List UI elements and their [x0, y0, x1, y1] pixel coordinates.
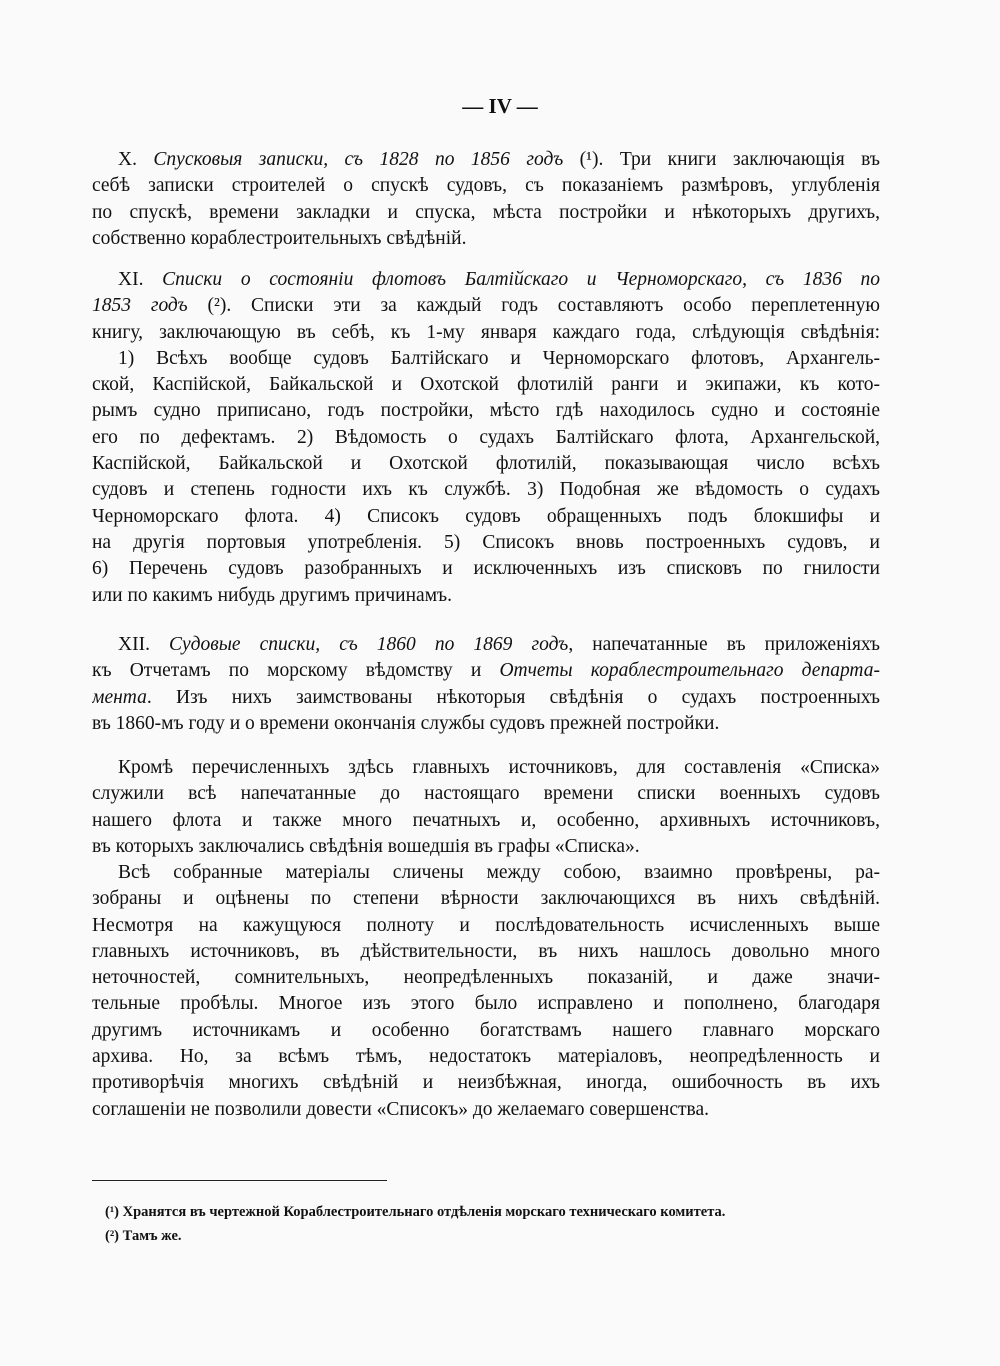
text-segment: Черноморскаго флота. 4) Списокъ судовъ обращенныхъ подъ блокшифы и	[92, 505, 880, 527]
text-segment: 6) Перечень судовъ разобранныхъ и исключенныхъ изъ списковъ по гнилости	[92, 558, 880, 580]
text-line	[92, 398, 880, 424]
text-line	[92, 991, 880, 1017]
italic-title-text: Отчеты кораблестроительнаго департа-	[499, 660, 880, 682]
text-segment: нашего флота и также много печатныхъ и, особенно, архивныхъ источниковъ,	[92, 809, 880, 831]
text-segment: рымъ судно приписано, годъ постройки, мѣсто гдѣ находилось судно и состояніе	[92, 400, 880, 422]
text-line	[92, 504, 880, 530]
text-segment: (²). Списки эти за каждый годъ составляютъ особо переплетенную	[187, 295, 880, 317]
text-segment: себѣ записки строителей о спускѣ судовъ, съ показаніемъ размѣровъ, углубленія	[92, 175, 880, 197]
text-line	[92, 860, 880, 886]
text-segment: архива. Но, за всѣмъ тѣмъ, недостатокъ матеріаловъ, неопредѣленность и	[92, 1046, 880, 1068]
page-number: — IV —	[462, 94, 538, 118]
section-x-paragraph	[92, 147, 880, 252]
italic-title-text: мента	[92, 686, 147, 708]
text-segment: собственно кораблестроительныхъ свѣдѣній.	[92, 227, 467, 249]
footnote-2: (²) Тамъ же.	[105, 1228, 182, 1244]
text-line	[92, 583, 880, 609]
text-segment: Всѣ собранные матеріалы сличены между собою, взаимно провѣрены, ра-	[118, 862, 880, 883]
text-segment: XI.	[118, 269, 163, 290]
text-line	[92, 834, 880, 860]
text-line	[92, 346, 880, 372]
text-segment: въ которыхъ заключались свѣдѣнія вошедшія въ графы «Списка».	[92, 835, 640, 857]
text-line	[92, 1097, 880, 1123]
text-line	[92, 1018, 880, 1044]
text-segment: судовъ и степень годности ихъ къ службѣ. 3) Подобная же вѣдомость о судахъ	[92, 479, 880, 501]
text-segment: . Изъ нихъ заимствованы нѣкоторыя свѣдѣнія о судахъ построенныхъ	[146, 686, 880, 708]
text-segment: Каспійской, Байкальской и Охотской флотилій, показывающая число всѣхъ	[92, 453, 880, 475]
text-segment: его по дефектамъ. 2) Вѣдомость о судахъ Балтійскаго флота, Архангельской,	[92, 426, 880, 448]
text-segment: въ 1860-мъ году и о времени окончанія службы судовъ прежней постройки.	[92, 712, 720, 734]
text-segment: служили всѣ напечатанные до настоящаго времени списки военныхъ судовъ	[92, 783, 880, 805]
text-line	[92, 556, 880, 582]
text-line	[92, 372, 880, 398]
sources-paragraph	[92, 755, 880, 860]
text-line	[92, 425, 880, 451]
text-line	[92, 293, 880, 319]
text-segment: X.	[118, 149, 154, 170]
text-line	[92, 477, 880, 503]
text-segment: къ Отчетамъ по морскому вѣдомству и	[92, 660, 500, 682]
text-line	[92, 755, 880, 781]
text-line	[92, 965, 880, 991]
text-line	[92, 173, 880, 199]
footnote-divider	[92, 1180, 387, 1181]
italic-title-text: Судовые списки, съ 1860 по 1869 годъ	[169, 634, 569, 655]
text-line	[92, 632, 880, 658]
text-segment: соглашеніи не позволили довести «Списокъ» до желаемаго совершенства.	[92, 1098, 709, 1120]
text-segment: Несмотря на кажущуюся полноту и послѣдовательность исчисленныхъ выше	[92, 914, 880, 936]
text-segment: главныхъ источниковъ, въ дѣйствительности, въ нихъ нашлось довольно много	[92, 940, 880, 962]
text-line	[92, 711, 880, 737]
text-line	[92, 913, 880, 939]
text-line	[92, 1044, 880, 1070]
text-segment: Кромѣ перечисленныхъ здѣсь главныхъ источниковъ, для составленія «Списка»	[118, 757, 880, 778]
text-line	[92, 685, 880, 711]
verification-paragraph	[92, 860, 880, 1123]
text-line	[92, 320, 880, 346]
text-segment: другимъ источникамъ и особенно богатствамъ нашего главнаго морскаго	[92, 1019, 880, 1041]
text-segment: по спускѣ, времени закладки и спуска, мѣста постройки и нѣкоторыхъ другихъ,	[92, 201, 880, 223]
text-segment: зобраны и оцѣнены по степени вѣрности заключающихся въ нихъ свѣдѣній.	[92, 888, 880, 910]
text-segment: , напечатанные въ приложеніяхъ	[568, 634, 880, 655]
text-segment: книгу, заключающую въ себѣ, къ 1-му января каждаго года, слѣдующія свѣдѣнія:	[92, 321, 880, 343]
text-line	[92, 1070, 880, 1096]
text-segment: XII.	[118, 634, 170, 655]
text-line	[92, 808, 880, 834]
text-line	[92, 530, 880, 556]
text-segment: тельные пробѣлы. Многое изъ этого было исправлено и пополнено, благодаря	[92, 993, 880, 1015]
text-segment: или по какимъ нибудь другимъ причинамъ.	[92, 584, 452, 606]
text-line	[92, 939, 880, 965]
text-line	[92, 781, 880, 807]
section-xii-paragraph	[92, 632, 880, 737]
text-line	[92, 658, 880, 684]
italic-title-text: Списки о состояніи флотовъ Балтійскаго и Черноморскаго, съ 1836 по	[162, 269, 880, 290]
text-segment: на другія портовыя употребленія. 5) Списокъ вновь построенныхъ судовъ, и	[92, 531, 880, 553]
italic-title-text: 1853 годъ	[92, 295, 188, 317]
text-segment: 1) Всѣхъ вообще судовъ Балтійскаго и Черноморскаго флотовъ, Архангель-	[118, 347, 880, 369]
text-line	[92, 267, 880, 293]
text-line	[92, 200, 880, 226]
text-segment: противорѣчія многихъ свѣдѣній и неизбѣжная, иногда, ошибочность въ ихъ	[92, 1072, 880, 1094]
footnotes	[105, 1200, 725, 1248]
text-segment: (¹). Три книги заключающія въ	[563, 149, 880, 170]
italic-title-text: Спусковыя записки, съ 1828 по 1856 годъ	[153, 149, 564, 170]
text-segment: неточностей, сомнительныхъ, неопредѣленныхъ показаній, и даже значи-	[92, 967, 880, 989]
text-line	[92, 886, 880, 912]
text-line	[92, 451, 880, 477]
footnote-1: (¹) Хранятся въ чертежной Кораблестроительнаго отдѣленія морскаго техническаго комитета.	[105, 1204, 726, 1220]
text-line	[92, 147, 880, 173]
text-segment: ской, Каспійской, Байкальской и Охотской флотилій ранги и экипажи, къ кото-	[92, 374, 880, 396]
section-xi-paragraph	[92, 267, 880, 609]
text-line	[92, 226, 880, 252]
